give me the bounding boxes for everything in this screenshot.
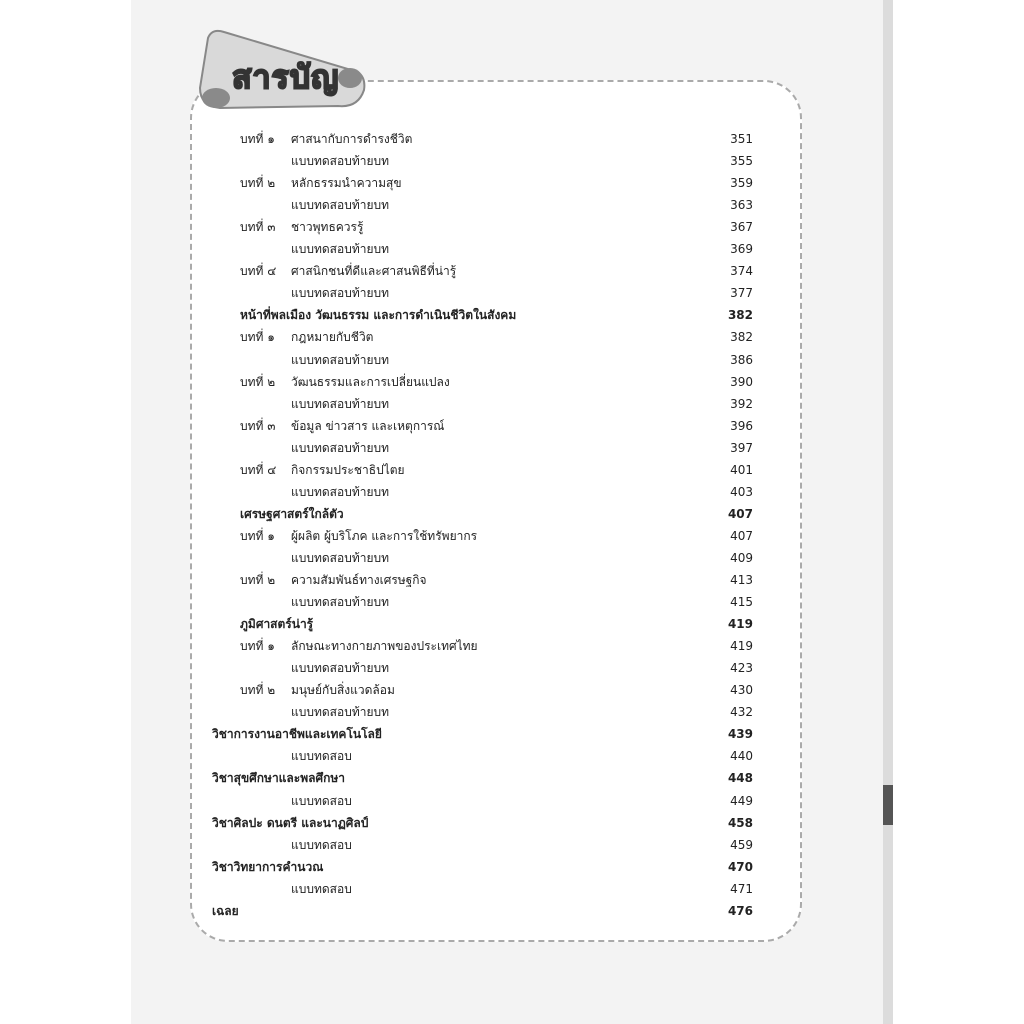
toc-page-number: 351 (730, 132, 753, 146)
toc-entry-title: แบบทดสอบท้ายบท (291, 286, 390, 301)
chapter-number: บทที่ ๒ (240, 374, 276, 389)
toc-entry-title: มนุษย์กับสิ่งแวดล้อม (291, 683, 395, 698)
toc-page-number: 382 (730, 330, 753, 345)
toc-entry-title: แบบทดสอบท้ายบท (291, 352, 390, 367)
toc-row (0, 482, 1024, 502)
toc-row (0, 857, 1024, 877)
toc-entry-title: ศาสนากับการดำรงชีวิต (291, 132, 413, 146)
toc-entry-title: แบบทดสอบท้ายบท (291, 198, 390, 213)
toc-entry-title: วัฒนธรรมและการเปลี่ยนแปลง (291, 374, 450, 389)
toc-page-number: 459 (730, 837, 753, 852)
toc-page-number: 430 (730, 683, 753, 698)
toc-entry-title: กิจกรรมประชาธิปไตย (291, 462, 405, 477)
toc-page-number: 458 (727, 815, 753, 830)
toc-row (0, 592, 1024, 612)
toc-page-number: 407 (730, 528, 753, 543)
toc-entry-title: วิชาศิลปะ ดนตรี และนาฏศิลป์ (212, 815, 369, 830)
toc-entry-title: ข้อมูล ข่าวสาร และเหตุการณ์ (291, 418, 445, 433)
toc-entry-title: แบบทดสอบท้ายบท (291, 550, 390, 565)
toc-row (0, 879, 1024, 899)
toc-row (0, 746, 1024, 766)
toc-entry-title: เฉลย (212, 903, 239, 918)
toc-page-number: 449 (730, 793, 753, 808)
toc-entry-title: ลักษณะทางกายภาพของประเทศไทย (291, 639, 478, 654)
toc-page-number: 471 (730, 881, 753, 896)
toc-page-number: 386 (730, 352, 753, 367)
toc-row (0, 460, 1024, 480)
toc-page-number: 409 (730, 550, 753, 565)
chapter-number: บทที่ ๑ (240, 639, 275, 654)
toc-page-number: 382 (727, 308, 753, 323)
toc-row (0, 614, 1024, 634)
toc-row (0, 195, 1024, 215)
toc-row (0, 680, 1024, 700)
chapter-number: บทที่ ๒ (240, 176, 276, 191)
toc-page-number: 407 (727, 506, 753, 521)
chapter-number: บทที่ ๒ (240, 573, 276, 587)
toc-entry-title: เศรษฐศาสตร์ใกล้ตัว (240, 506, 344, 521)
toc-page-number: 419 (727, 617, 753, 632)
toc-row (0, 239, 1024, 259)
toc-entry-title: ภูมิศาสตร์น่ารู้ (240, 617, 314, 632)
toc-row (0, 791, 1024, 811)
toc-entry-title: ศาสนิกชนที่ดีและศาสนพิธีที่น่ารู้ (291, 264, 457, 279)
toc-row (0, 372, 1024, 392)
toc-row (0, 217, 1024, 237)
toc-entry-title: แบบทดสอบท้ายบท (291, 242, 390, 257)
toc-page-number: 448 (727, 771, 753, 786)
toc-page-number: 355 (730, 154, 753, 169)
toc-page-number: 359 (730, 176, 753, 191)
toc-page-number: 423 (730, 661, 753, 676)
toc-page-number: 413 (730, 573, 753, 587)
toc-row (0, 416, 1024, 436)
toc-row (0, 636, 1024, 656)
toc-row (0, 305, 1024, 325)
toc-entry-title: แบบทดสอบท้ายบท (291, 396, 390, 411)
toc-entry-title: แบบทดสอบท้ายบท (291, 484, 390, 499)
toc-row (0, 504, 1024, 524)
toc-row (0, 768, 1024, 788)
toc-row (0, 173, 1024, 193)
toc-row (0, 350, 1024, 370)
toc-row (0, 658, 1024, 678)
chapter-number: บทที่ ๑ (240, 528, 275, 543)
toc-row (0, 526, 1024, 546)
chapter-number: บทที่ ๒ (240, 683, 276, 698)
chapter-number: บทที่ ๑ (240, 330, 275, 345)
toc-entry-title: แบบทดสอบ (291, 749, 352, 764)
toc-row (0, 548, 1024, 568)
toc-page-number: 401 (730, 462, 753, 477)
toc-entry-title: วิชาการงานอาชีพและเทคโนโลยี (212, 727, 382, 742)
toc-entry-title: ชาวพุทธควรรู้ (291, 220, 364, 235)
toc-page-number: 396 (730, 418, 753, 433)
toc-entry-title: กฎหมายกับชีวิต (291, 330, 374, 345)
toc-entry-title: หน้าที่พลเมือง วัฒนธรรม และการดำเนินชีวิตในสังคม (240, 308, 517, 323)
toc-page-number: 470 (727, 859, 753, 874)
chapter-number: บทที่ ๓ (240, 220, 276, 235)
toc-entry-title: แบบทดสอบ (291, 837, 352, 852)
toc-page-number: 377 (730, 286, 753, 301)
toc-row (0, 835, 1024, 855)
toc-row (0, 702, 1024, 722)
toc-page-number: 439 (727, 727, 753, 742)
toc-row (0, 438, 1024, 458)
toc-page-number: 432 (730, 705, 753, 720)
toc-page-number: 397 (730, 440, 753, 455)
chapter-number: บทที่ ๔ (240, 462, 277, 477)
toc-row (0, 570, 1024, 590)
toc-entry-title: แบบทดสอบท้ายบท (291, 154, 390, 169)
toc-page-number: 392 (730, 396, 753, 411)
toc-entry-title: แบบทดสอบท้ายบท (291, 661, 390, 676)
toc-entry-title: ความสัมพันธ์ทางเศรษฐกิจ (291, 573, 427, 587)
chapter-number: บทที่ ๔ (240, 264, 277, 279)
toc-page-number: 419 (730, 639, 753, 654)
toc-entry-title: แบบทดสอบท้ายบท (291, 595, 390, 610)
toc-entry-title: หลักธรรมนำความสุข (291, 176, 402, 191)
toc-entry-title: วิชาสุขศึกษาและพลศึกษา (212, 771, 346, 786)
toc-row (0, 327, 1024, 347)
toc-entry-title: ผู้ผลิต ผู้บริโภค และการใช้ทรัพยากร (291, 528, 478, 543)
chapter-number: บทที่ ๓ (240, 418, 276, 433)
toc-entry-title: แบบทดสอบท้ายบท (291, 705, 390, 720)
toc-page-number: 390 (730, 374, 753, 389)
toc-row (0, 261, 1024, 281)
toc-entry-title: แบบทดสอบ (291, 881, 352, 896)
toc-page-number: 363 (730, 198, 753, 213)
toc-row (0, 901, 1024, 921)
page-title: สารบัญ (232, 58, 340, 96)
toc-row (0, 813, 1024, 833)
chapter-number: บทที่ ๑ (240, 132, 275, 146)
toc-entry-title: วิชาวิทยาการคำนวณ (212, 859, 324, 874)
toc-page-number: 415 (730, 595, 753, 610)
toc-page-number: 374 (730, 264, 753, 279)
toc-row (0, 129, 1024, 149)
toc-row (0, 151, 1024, 171)
toc-page-number: 403 (730, 484, 753, 499)
toc-row (0, 724, 1024, 744)
toc-entry-title: แบบทดสอบ (291, 793, 352, 808)
toc-page-number: 440 (730, 749, 753, 764)
toc-row (0, 283, 1024, 303)
toc-row (0, 394, 1024, 414)
toc-page-number: 476 (727, 903, 753, 918)
toc-page-number: 369 (730, 242, 753, 257)
toc-page-number: 367 (730, 220, 753, 235)
toc-entry-title: แบบทดสอบท้ายบท (291, 440, 390, 455)
